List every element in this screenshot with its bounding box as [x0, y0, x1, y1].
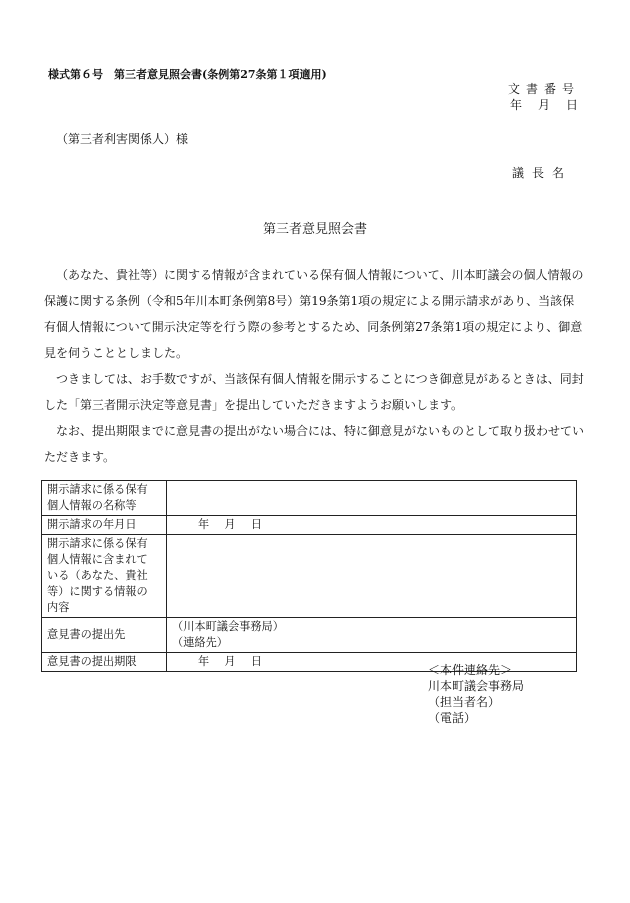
table-row — [42, 618, 577, 653]
row-label: 開示請求に係る保有個人情報の名称等 — [42, 481, 167, 516]
paragraph-2: つきましては、お手数ですが、当該保有個人情報を開示することにつき御意見があるときは、同封した「第三者開示決定等意見書」を提出していただきますようお願いします。 — [44, 372, 584, 412]
chairperson-name: 議長名 — [511, 166, 572, 180]
form-number: 様式第６号 第三者意見照会書(条例第27条第１項適用) — [48, 68, 327, 81]
info-table — [41, 480, 577, 672]
paragraph-1: （あなた、貴社等）に関する情報が含まれている保有個人情報について、川本町議会の個人情報の保護に関する条例（令和5年川本町条例第8号）第19条第1項の規定による開示請求があり、当該保有個人情報について開示決定等を行う際の参考とするため、同条例第27条第1項の規定により、御意見を伺うこととしました。 — [44, 268, 584, 360]
row-value — [167, 618, 577, 653]
submission-contact: （連絡先） — [172, 636, 228, 649]
row-label: 意見書の提出期限 — [42, 653, 167, 672]
row-label: 意見書の提出先 — [42, 618, 167, 653]
row-value: 年 月 日 — [167, 653, 577, 672]
contact-phone: （電話） — [428, 711, 477, 725]
contact-block — [428, 662, 524, 726]
contact-person: （担当者名） — [428, 695, 501, 709]
row-value — [167, 535, 577, 618]
addressee: （第三者利害関係人）様 — [56, 132, 189, 146]
table-row — [42, 516, 577, 535]
row-value: 年 月 日 — [167, 516, 577, 535]
document-title: 第三者意見照会書 — [262, 222, 367, 237]
paragraph-3: なお、提出期限までに意見書の提出がない場合には、特に御意見がないものとして取り扱わせていただきます。 — [44, 424, 585, 464]
body-text — [44, 262, 584, 470]
row-label: 開示請求に係る保有個人情報に含まれている（あなた、貴社等）に関する情報の内容 — [42, 535, 167, 618]
table-row — [42, 535, 577, 618]
row-label: 開示請求の年月日 — [42, 516, 167, 535]
document-number: 文書番号 — [507, 82, 580, 96]
contact-office: 川本町議会事務局 — [428, 679, 525, 693]
issue-date: 年 月 日 — [509, 98, 580, 112]
table-row — [42, 481, 577, 516]
contact-heading: ＜本件連絡先＞ — [428, 663, 513, 677]
submission-office: （川本町議会事務局） — [172, 620, 284, 633]
row-value — [167, 481, 577, 516]
